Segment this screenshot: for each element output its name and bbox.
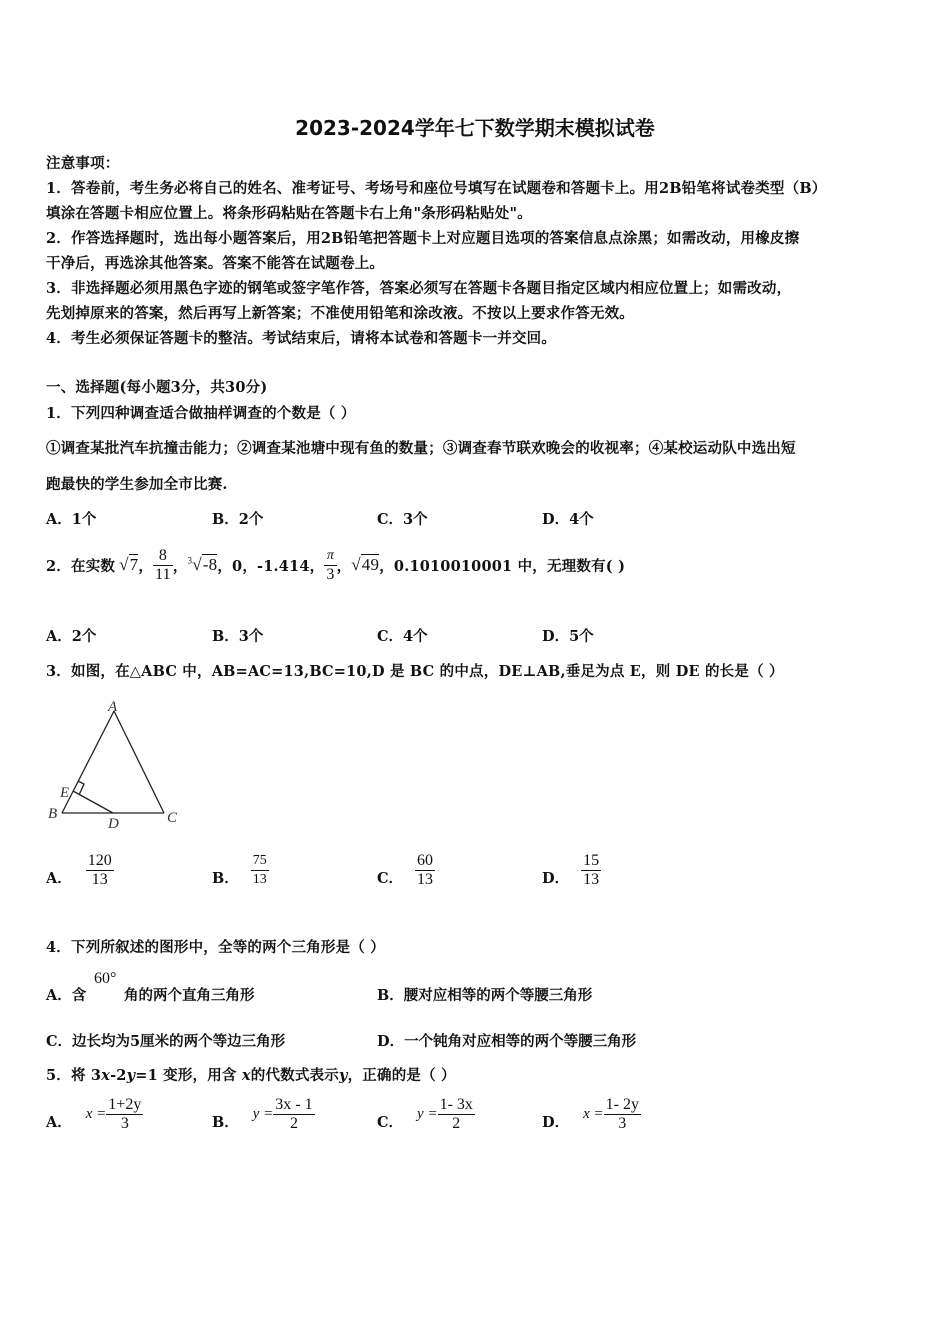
q3-option-c: C． $\frac{60}{13}$ <box>377 852 434 888</box>
label-d: D <box>108 816 119 832</box>
notice-heading: 注意事项： <box>46 155 120 172</box>
q2-mid: ，0，-1.414， <box>217 557 325 575</box>
q5-option-d: D． x = $\frac{1- 2y}{3}$ <box>542 1096 639 1132</box>
notice-line-5: 3．非选择题必须用黑色字迹的钢笔或签字笔作答，答案必须写在答题卡各题目指定区域内相应位置上；如需改动， <box>46 280 792 297</box>
label-e: E <box>60 785 70 801</box>
notice-line-7: 4．考生必须保证答题卡的整洁。考试结束后，请将本试卷和答题卡一并交回。 <box>46 330 557 347</box>
q1-option-d: D．4个 <box>542 511 594 528</box>
q1-line-2: 跑最快的学生参加全市比赛. <box>46 476 228 493</box>
label-c: C <box>167 810 178 826</box>
notice-line-2: 填涂在答题卡相应位置上。将条形码粘贴在答题卡右上角"条形码粘贴处"。 <box>46 205 532 222</box>
q2-pi-fraction: $\frac{\pi}{3}$ <box>326 547 335 583</box>
q1-stem: 1．下列四种调查适合做抽样调查的个数是（ ） <box>46 405 356 422</box>
q2-option-b: B．3个 <box>212 628 264 645</box>
q4-option-d: D．一个钝角对应相等的两个等腰三角形 <box>377 1033 637 1050</box>
q5-option-c: C． y = $\frac{1- 3x}{2}$ <box>377 1096 473 1132</box>
q2-post: ，0.1010010001 中，无理数有( ) <box>379 557 626 575</box>
q4-option-c: C．边长均为5厘米的两个等边三角形 <box>46 1033 286 1050</box>
q2-sqrt49: √49 <box>351 555 380 574</box>
q1-line-1: ①调查某批汽车抗撞击能力；②调查某池塘中现有鱼的数量；③调查春节联欢晚会的收视率；④某校运动队中选出短 <box>46 440 796 457</box>
q2-stem: 2．在实数 √7 ， $\frac{8}{11}$ ， $^3$√-8 ，0，-1.414， $\frac{\pi}{3}$ ， √49 ，0.1010010001 中，无理数有( ) <box>46 546 626 583</box>
label-b: B <box>48 806 58 822</box>
side-ac <box>114 711 164 813</box>
notice-line-4: 干净后，再选涂其他答案。答案不能答在试题卷上。 <box>46 255 385 272</box>
q1-option-a: A．1个 <box>46 511 97 528</box>
q1-option-b: B．2个 <box>212 511 264 528</box>
notice-line-6: 先划掉原来的答案，然后再写上新答案；不准使用铅笔和涂改液。不按以上要求作答无效。 <box>46 305 634 322</box>
section-heading: 一、选择题(每小题3分，共30分) <box>46 379 268 396</box>
q5-option-a: A． x = $\frac{1+2y}{3}$ <box>46 1096 142 1132</box>
q3-option-b: B． $\frac{75}{13}$ <box>212 853 267 887</box>
label-a: A <box>108 699 118 715</box>
q2-option-a: A．2个 <box>46 628 97 645</box>
notice-line-1: 1．答卷前，考生务必将自己的姓名、准考证号、考场号和座位号填写在试题卷和答题卡上。用2B铅笔将试卷类型（B） <box>46 180 827 197</box>
q2-option-d: D．5个 <box>542 628 594 645</box>
q2-pre: 2．在实数 <box>46 557 116 575</box>
notice-line-3: 2．作答选择题时，选出每小题答案后，用2B铅笔把答题卡上对应题目选项的答案信息点涂黑；如需改动，用橡皮擦 <box>46 230 800 247</box>
q2-cbrt: $^3$√-8 <box>187 555 218 574</box>
q2-sqrt7: √7 <box>119 555 139 574</box>
side-ab <box>62 711 114 813</box>
q2-option-c: C．4个 <box>377 628 428 645</box>
q3-option-a: A． $\frac{120}{13}$ <box>46 852 112 888</box>
q5-option-b: B． y = $\frac{3x - 1}{2}$ <box>212 1096 313 1132</box>
q5-stem: 5．将 3x-2y=1 变形，用含 x的代数式表示y，正确的是（ ） <box>46 1067 456 1084</box>
q4-stem: 4．下列所叙述的图形中，全等的两个三角形是（ ） <box>46 939 385 956</box>
q3-triangle-figure <box>40 695 190 835</box>
q2-fraction: $\frac{8}{11}$ <box>155 546 171 583</box>
q1-option-c: C．3个 <box>377 511 428 528</box>
q3-stem: 3．如图，在△ABC 中，AB=AC=13,BC=10,D 是 BC 的中点，DE⊥AB,垂足为点 E，则 DE 的长是（ ） <box>46 663 784 680</box>
q4-option-b: B．腰对应相等的两个等腰三角形 <box>377 987 593 1004</box>
right-angle-mark <box>78 781 84 795</box>
q3-option-d: D． $\frac{15}{13}$ <box>542 852 600 888</box>
page-title: 2023-2024学年七下数学期末模拟试卷 <box>295 116 655 140</box>
